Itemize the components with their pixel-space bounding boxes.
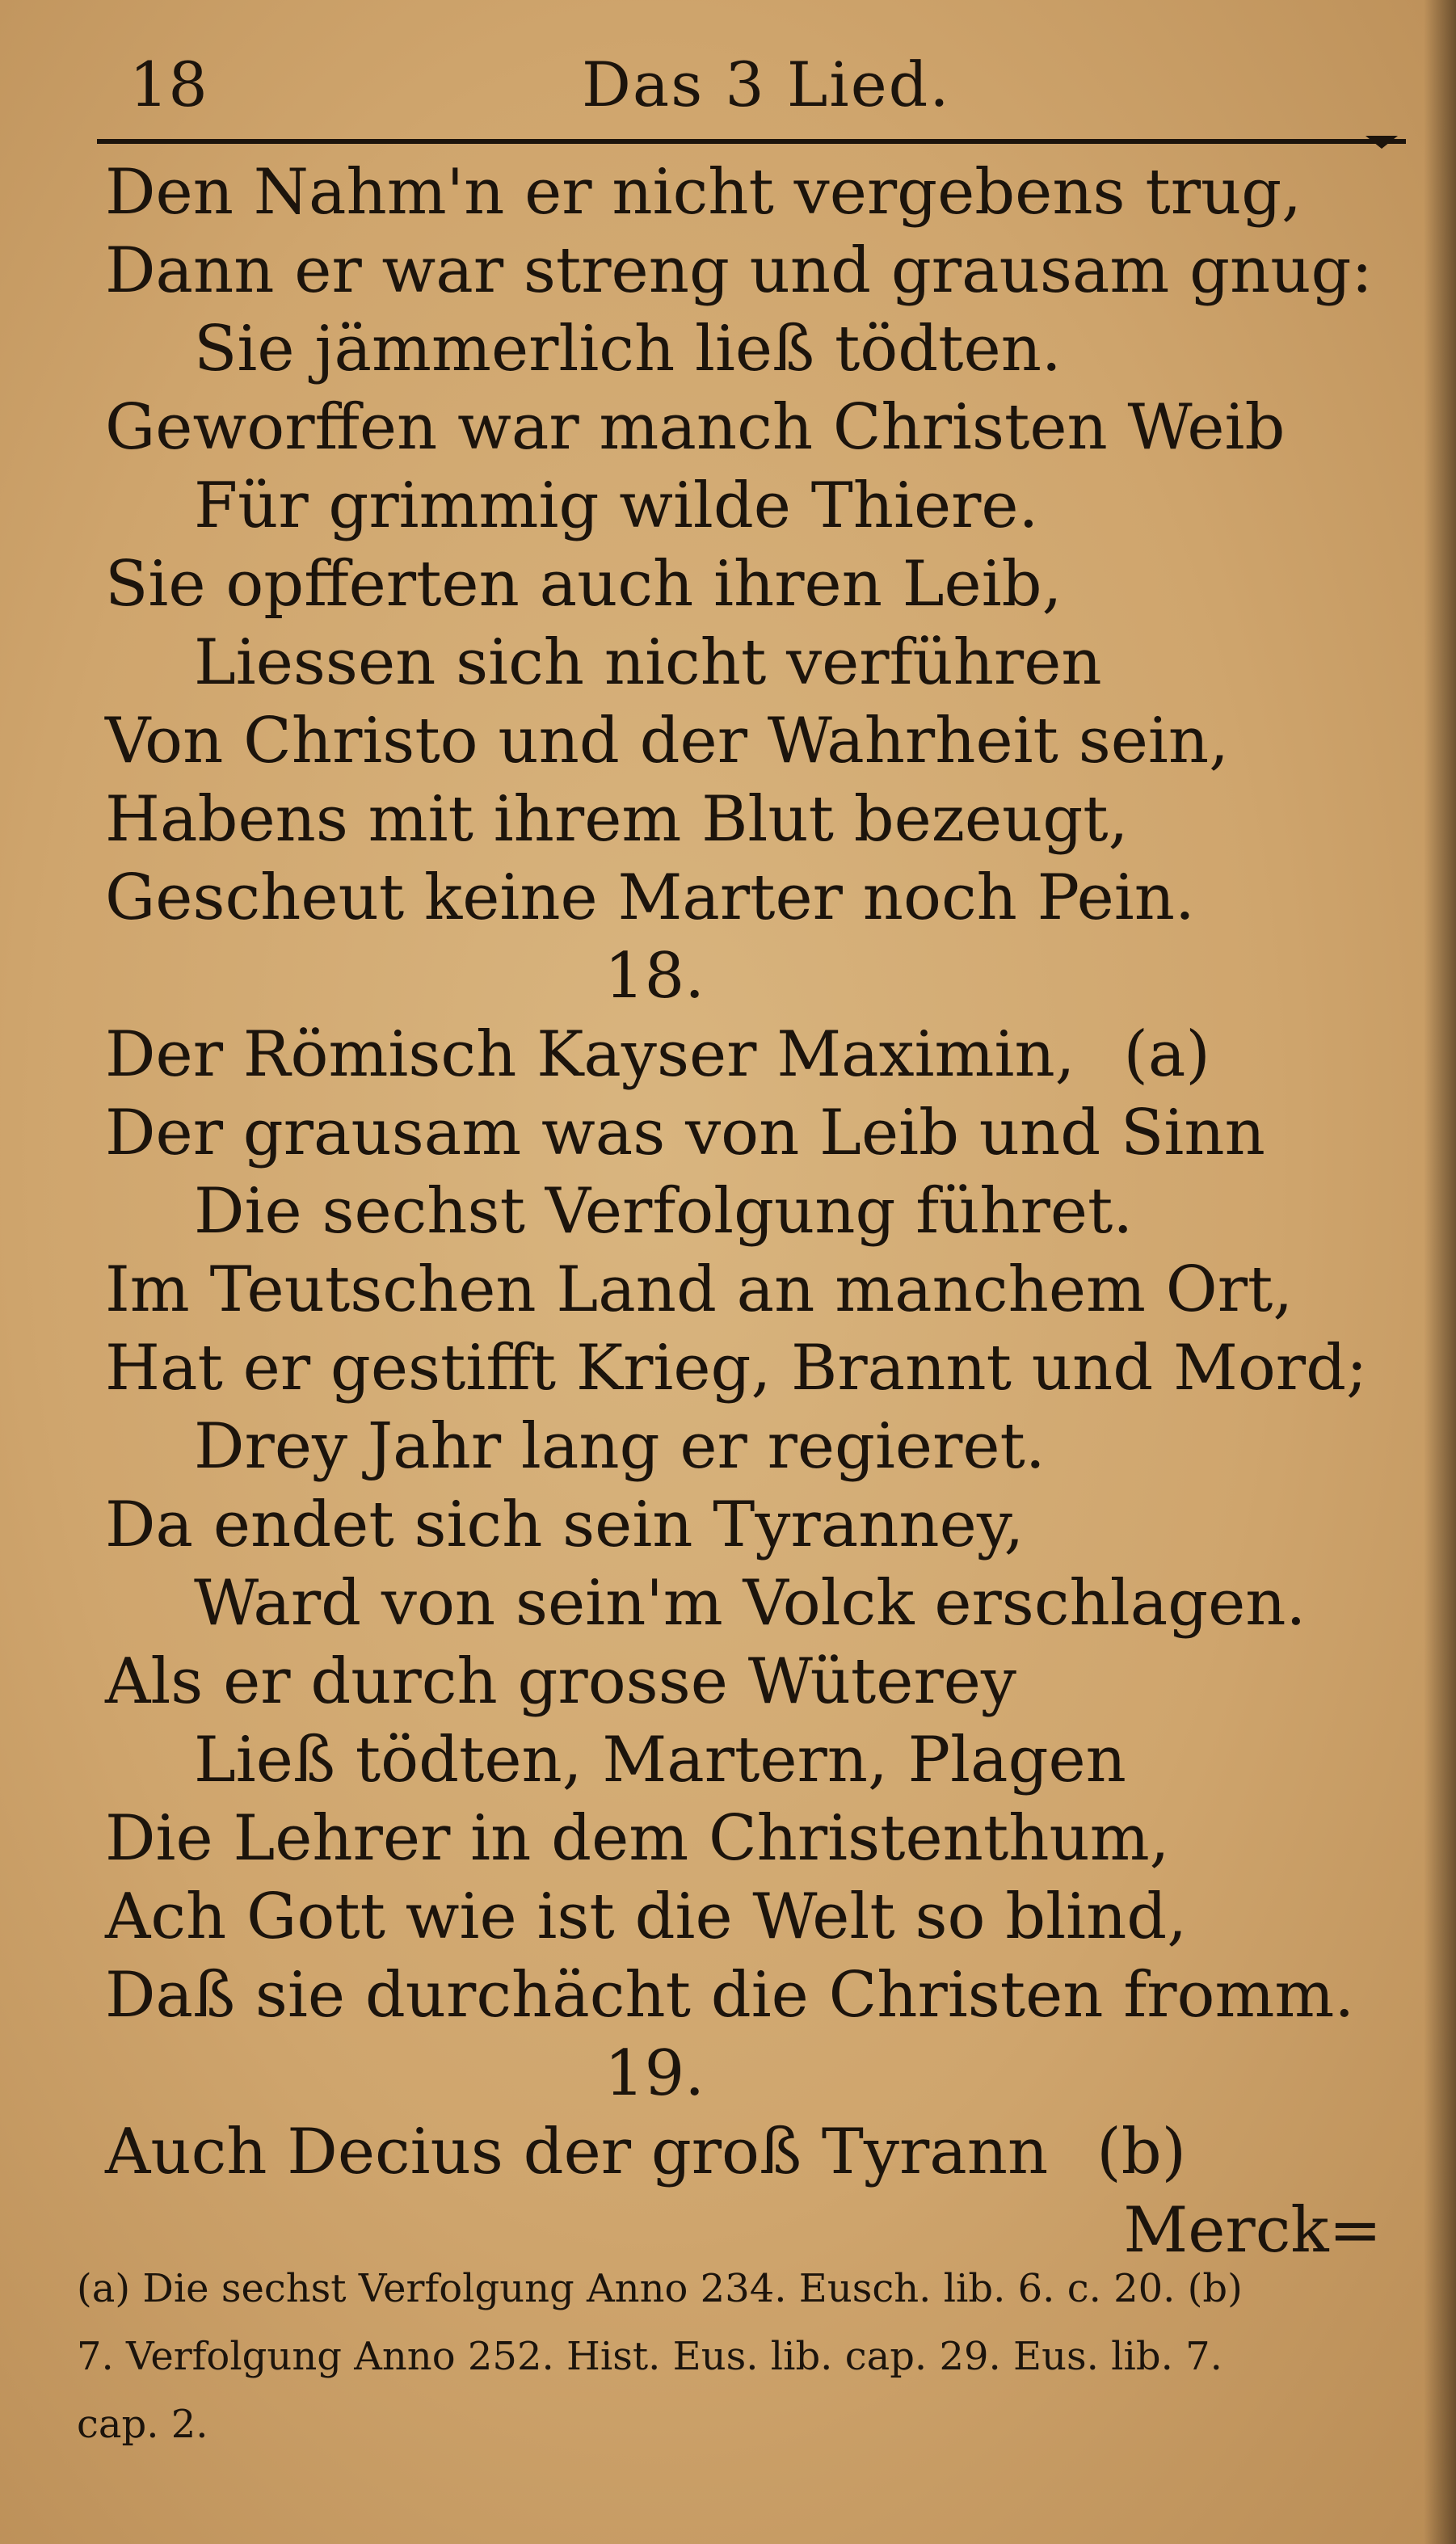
catchword: Merck= — [1123, 2194, 1382, 2267]
header-rule-end-ornament — [1366, 136, 1398, 149]
verse-line: Gescheut keine Marter noch Pein. — [105, 861, 1195, 934]
footnotes — [77, 2255, 1418, 2458]
stanza-number: 18. — [604, 940, 705, 1013]
verse-line: Im Teutschen Land an manchem Ort, — [105, 1253, 1294, 1326]
verse-line: Sie opfferten auch ihren Leib, — [105, 548, 1063, 621]
footnote-reference: (a) — [1123, 1018, 1210, 1091]
verse-line: Für grimmig wilde Thiere. — [194, 470, 1039, 542]
verse-line: Als er durch grosse Wüterey — [105, 1645, 1016, 1718]
verse-line — [105, 1016, 1414, 1094]
verse-line: Da endet sich sein Tyranney, — [105, 1489, 1025, 1561]
footnote-line: (a) Die sechst Verfolgung Anno 234. Eusch. lib. 6. c. 20. (b) — [77, 2266, 1243, 2311]
stanza-first-line: Auch Decius der groß Tyrann — [105, 2116, 1049, 2188]
verse-line: Der grausam was von Leib und Sinn — [105, 1097, 1265, 1169]
verse-line: Liessen sich nicht verführen — [194, 626, 1102, 699]
page-number: 18 — [129, 48, 208, 120]
verse-line — [105, 2113, 1414, 2192]
running-head: Das 3 Lied. — [582, 48, 951, 120]
verse-line: Ließ tödten, Martern, Plagen — [194, 1724, 1126, 1796]
verse-line: Ward von sein'm Volck erschlagen. — [194, 1567, 1307, 1640]
verse-line: Daß sie durchächt die Christen fromm. — [105, 1959, 1355, 2032]
verse-line: Habens mit ihrem Blut bezeugt, — [105, 783, 1129, 856]
verse-line: Geworffen war manch Christen Weib — [105, 391, 1286, 464]
verse-text — [105, 154, 1414, 2270]
footnote-line: 7. Verfolgung Anno 252. Hist. Eus. lib. cap. 29. Eus. lib. 7. — [77, 2334, 1222, 2379]
verse-line: Die Lehrer in dem Christenthum, — [105, 1802, 1170, 1875]
stanza-number: 19. — [604, 2037, 705, 2110]
verse-line: Die sechst Verfolgung führet. — [194, 1175, 1134, 1248]
page-gutter-shadow — [1424, 0, 1456, 2544]
verse-line: Den Nahm'n er nicht vergebens trug, — [105, 156, 1302, 229]
verse-line: Drey Jahr lang er regieret. — [194, 1410, 1046, 1483]
verse-line: Ach Gott wie ist die Welt so blind, — [105, 1881, 1188, 1953]
footnote-reference: (b) — [1096, 2116, 1187, 2188]
verse-line: Hat er gestifft Krieg, Brannt und Mord; — [105, 1332, 1368, 1405]
stanza-first-line: Der Römisch Kayser Maximin, — [105, 1018, 1075, 1091]
verse-line: Dann er war streng und grausam gnug: — [105, 234, 1373, 307]
verse-line: Von Christo und der Wahrheit sein, — [105, 705, 1229, 777]
page-header — [129, 40, 1406, 129]
verse-line: Sie jämmerlich ließ tödten. — [194, 313, 1062, 385]
header-rule — [97, 139, 1406, 144]
footnote-line: cap. 2. — [77, 2402, 208, 2447]
